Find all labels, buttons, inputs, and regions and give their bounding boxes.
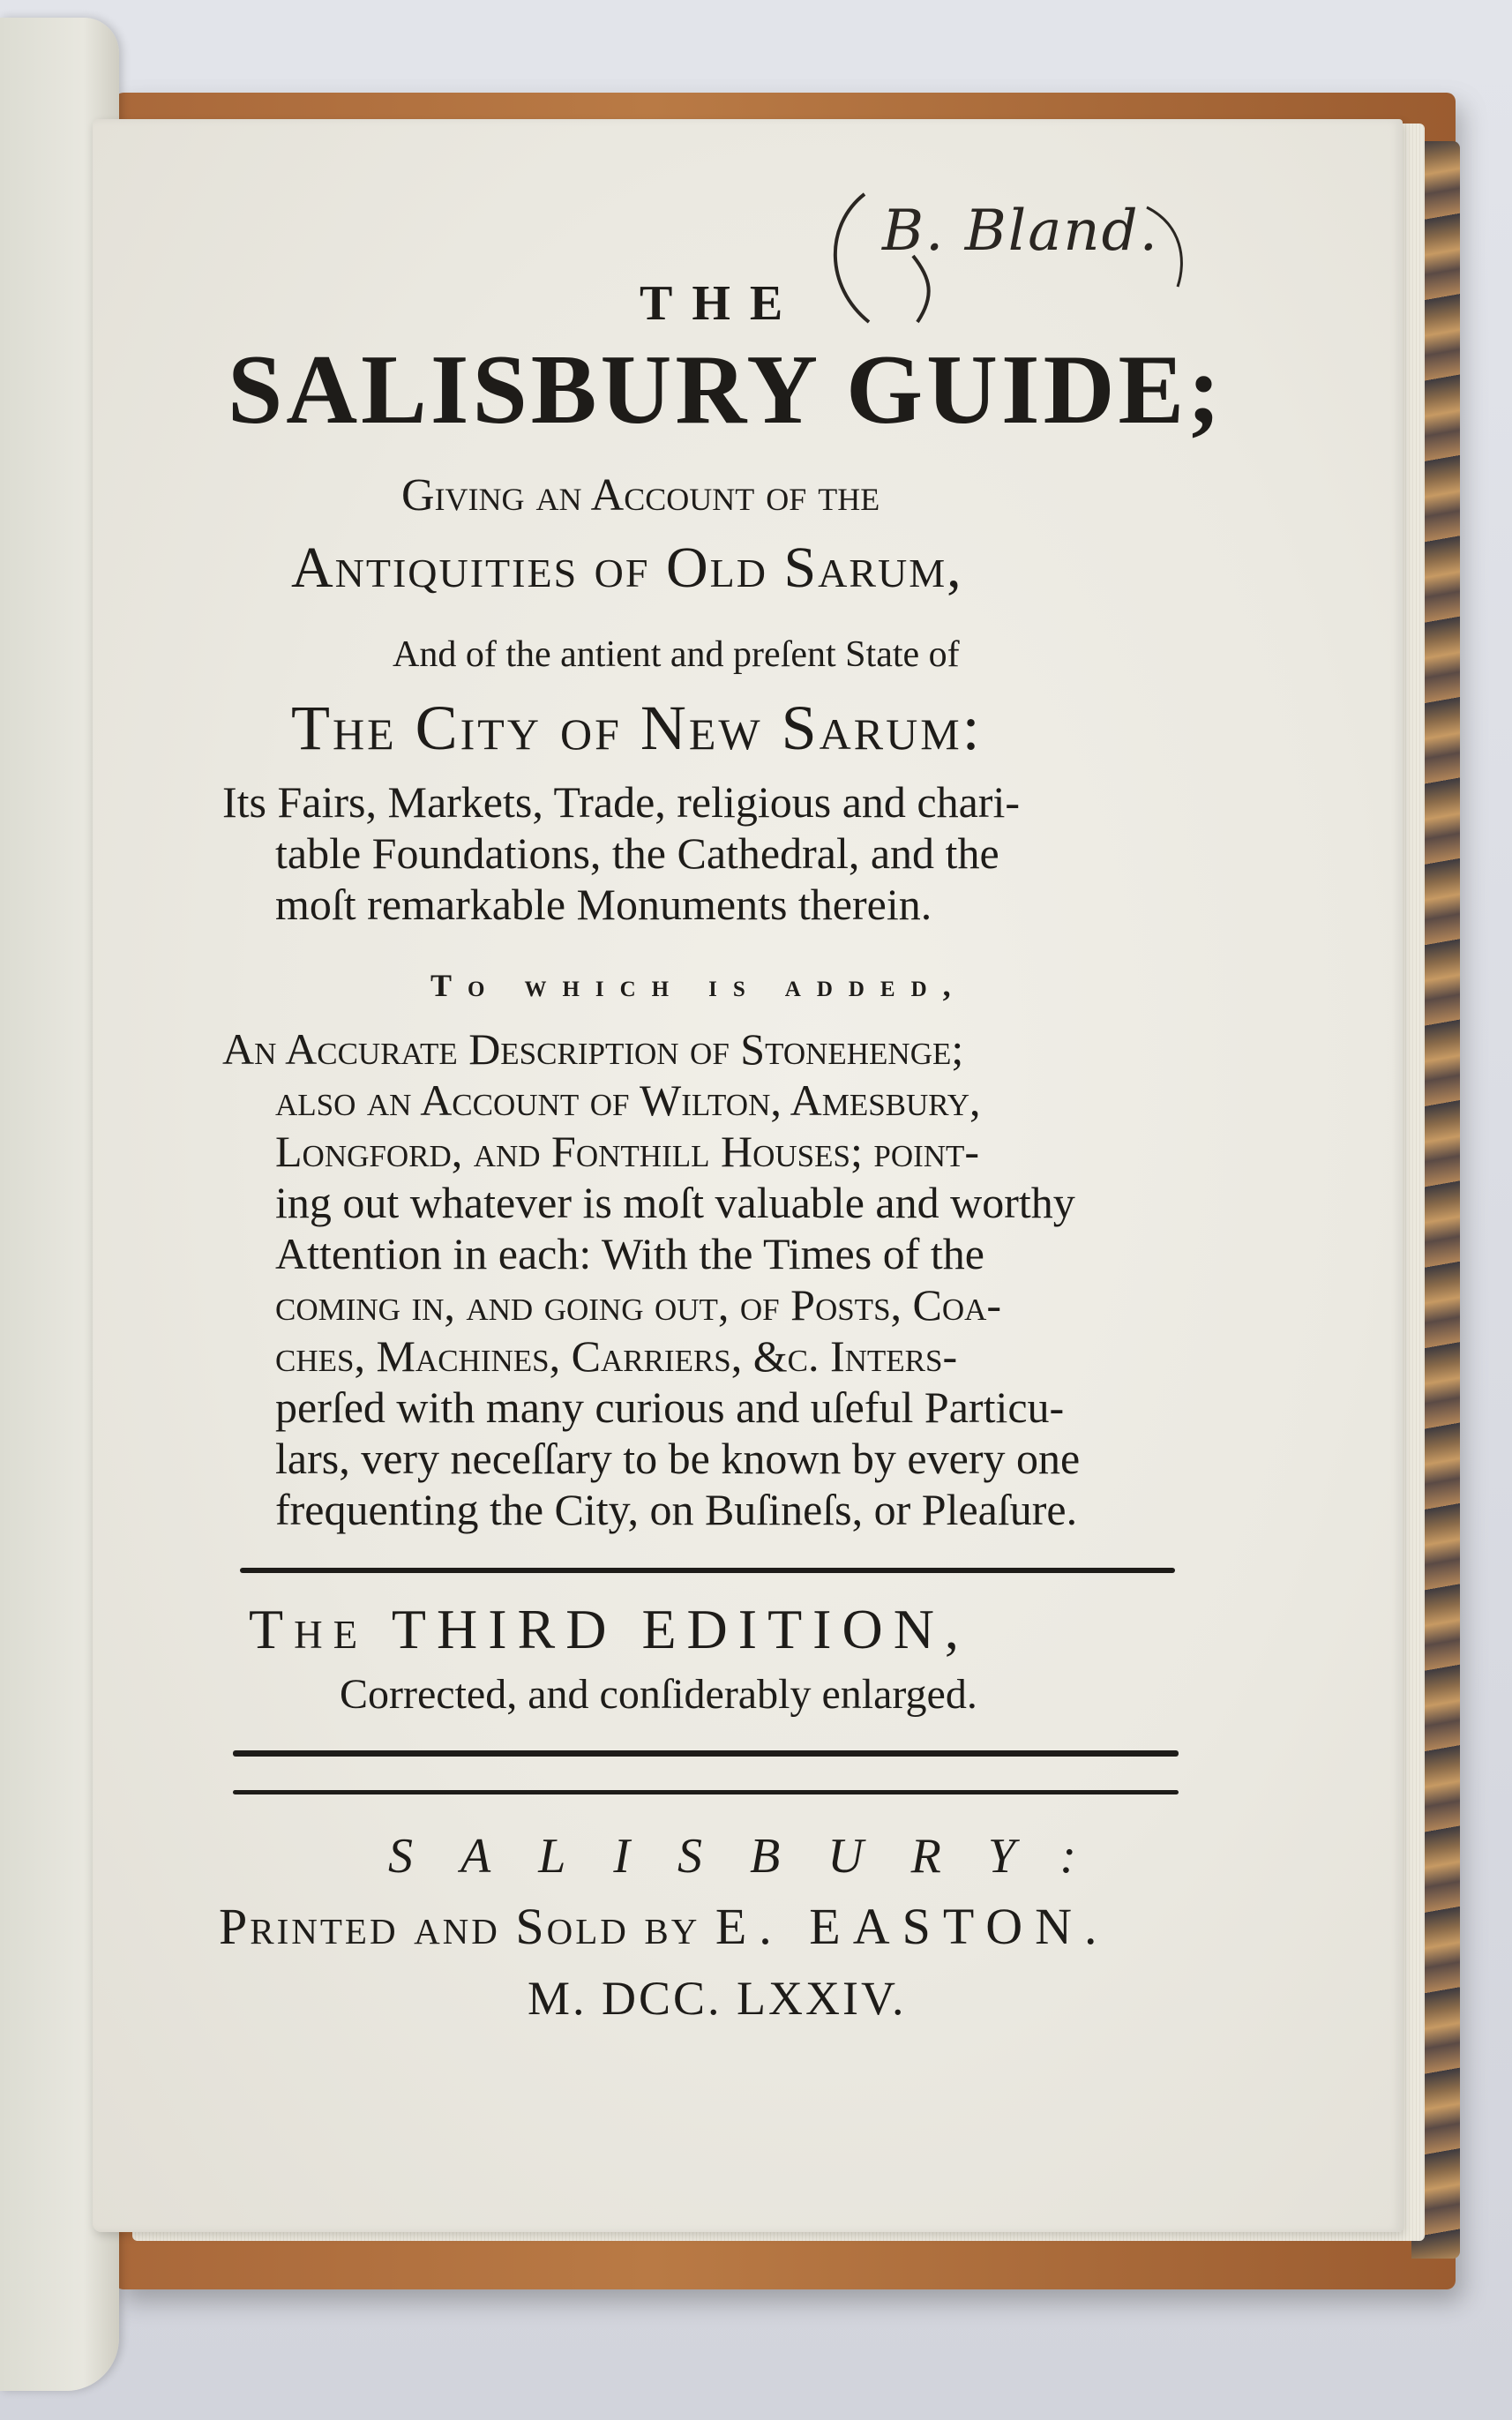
imprint-date: M. DCC. LXXIV. bbox=[528, 1972, 907, 2025]
printer-prefix: Printed and Sold by bbox=[219, 1898, 700, 1955]
paragraph-line: Its Fairs, Markets, Trade, religious and chari- bbox=[222, 777, 1021, 827]
edition-statement: The THIRD EDITION, bbox=[249, 1598, 969, 1660]
paragraph-line: perſed with many curious and uſeful Particu- bbox=[275, 1382, 1065, 1432]
description-paragraph-1 bbox=[222, 776, 1184, 930]
imprint-city: SALISBURY: bbox=[388, 1829, 1124, 1884]
owner-inscription: B. Bland. bbox=[882, 199, 1159, 264]
subtitle-line-2: Antiquities of Old Sarum, bbox=[291, 536, 963, 600]
paragraph-line: Attention in each: With the Times of the bbox=[275, 1229, 984, 1278]
subtitle-line-1: Giving an Account of the bbox=[401, 470, 880, 521]
paragraph-line: ing out whatever is moſt valuable and worthy bbox=[275, 1178, 1075, 1227]
divider-rule bbox=[240, 1568, 1175, 1573]
paragraph-line: alſo an Account of Wilton, Amesbury, bbox=[275, 1075, 981, 1125]
paragraph-line: lars, very neceſſary to be known by every one bbox=[275, 1434, 1081, 1483]
paragraph-line: frequenting the City, on Buſineſs, or Pleaſure. bbox=[275, 1485, 1078, 1534]
imprint-printer bbox=[219, 1897, 1110, 1956]
page-title: SALISBURY GUIDE; bbox=[228, 335, 1224, 445]
title-the: THE bbox=[640, 276, 803, 331]
paragraph-line: coming in, and going out, of Posts, Coa- bbox=[275, 1280, 1002, 1330]
double-rule-top bbox=[233, 1750, 1179, 1757]
description-paragraph-2 bbox=[222, 1023, 1193, 1535]
paragraph-line: Longford, and Fonthill Houſes; point- bbox=[275, 1127, 980, 1176]
edition-note: Corrected, and conſiderably enlarged. bbox=[340, 1671, 977, 1718]
paragraph-line: table Foundations, the Cathedral, and the bbox=[275, 828, 999, 878]
double-rule-bottom bbox=[233, 1790, 1179, 1794]
subtitle-line-3: And of the antient and preſent State of bbox=[393, 634, 960, 675]
subtitle-line-4: The City of New Sarum: bbox=[291, 693, 983, 763]
printer-name: E. EASTON. bbox=[715, 1898, 1110, 1955]
paragraph-line: ches, Machines, Carriers, &c. Interſ- bbox=[275, 1331, 958, 1381]
paragraph-line: An Accurate Deſcription of Stonehenge; bbox=[222, 1024, 964, 1074]
to-which-is-added: To which is added, bbox=[430, 968, 967, 1003]
paragraph-line: moſt remarkable Monuments therein. bbox=[275, 880, 932, 929]
